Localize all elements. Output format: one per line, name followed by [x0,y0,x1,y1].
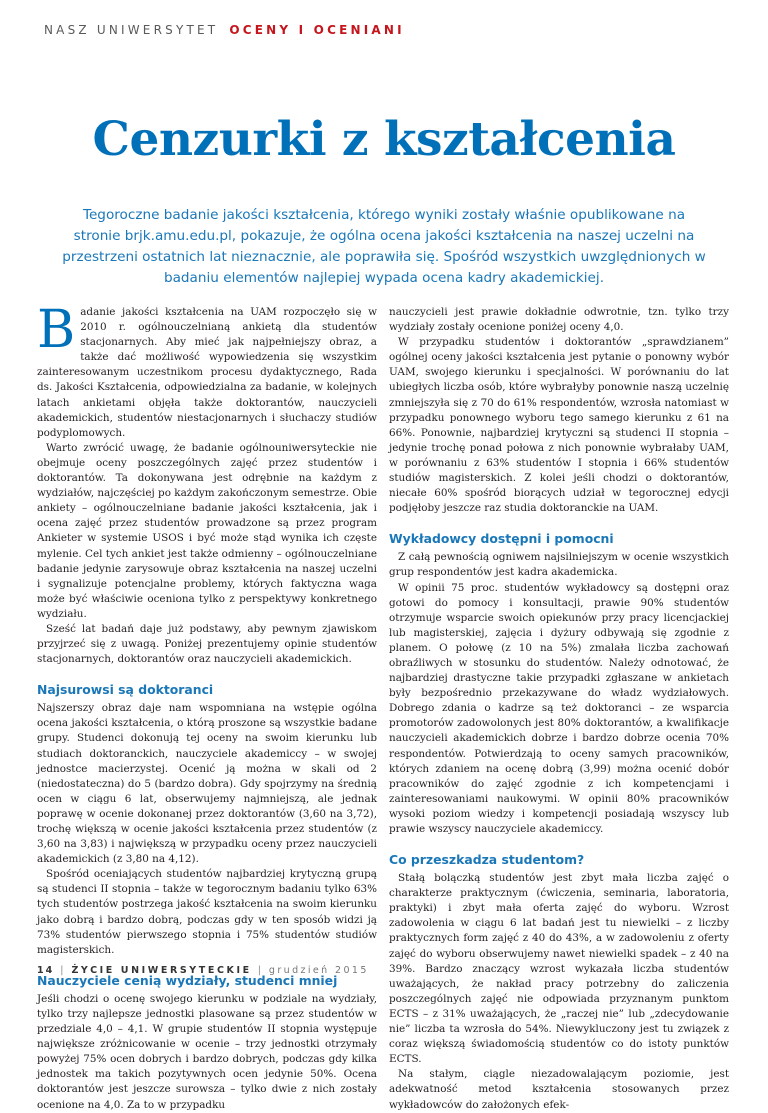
subsection-name: OCENY I OCENIANI [229,23,405,37]
article-title: Cenzurki z kształcenia [92,112,676,167]
magazine-name: ŻYCIE UNIWERSYTECKIE [71,965,252,976]
paragraph: Na stałym, ciągle niezadowalającym poziomie, jest adekwatność metod kształcenia stosowanych przez wykładowców do założonych efek- [389,1068,729,1111]
article-lead: Tegoroczne badanie jakości kształcenia, którego wyniki zostały właśnie opublikowane na stronie brjk.amu.edu.pl, pokazuje, że ogólna ocena jakości kształcenia na naszej uczelni na przestrzeni ostatnich lat nieznacznie, ale poprawiła się. Spośród wszystkich uwzględnionych w badaniu elementów najlepiej wypada ocena kadry akademickiej. [62,207,706,286]
section-heading: Co przeszkadza studentom? [389,852,585,868]
section-header [44,23,405,37]
page-footer [37,965,369,976]
paragraph: Sześć lat badań daje już podstawy, aby pewnym zjawiskom przyjrzeć się z uwagą. Poniżej prezentujemy opinie studentów stacjonarnych, doktorantów oraz nauczycieli akademickich. [37,622,377,666]
section-heading: Wykładowcy dostępni i pomocni [389,531,614,547]
section-heading: Najsurowsi są doktoranci [37,682,214,698]
page-number: 14 [37,965,55,976]
divider: | [257,965,263,976]
paragraph: Stałą bolączką studentów jest zbyt mała liczba zajęć o charakterze praktycznym (ćwiczenia, seminaria, laboratoria, praktyki) i zbyt mała oferta zajęć do wyboru. Wzrost zadowolenia w ciągu 6 lat badań jest tu niewielki – z liczby praktycznych form zajęć z 40 do 43%, a w zadowoleniu z oferty zajęć do wyboru obserwujemy nawet niewielki spadek – z 40 na 39%. Bardzo znaczący wzrost wykazała liczba studentów uważających, że nakład pracy potrzebny do zaliczenia poszczególnych zajęć nie odpowiada przyznanym punktom ECTS – z 31% uważających, że „raczej nie” lub „zdecydowanie nie” liczba ta wzrosła do 54%. Niewykluczony jest tu związek z coraz większą świadomością studentów co do istoty punktów ECTS. [389,872,729,1066]
paragraph: Jeśli chodzi o ocenę swojego kierunku w podziale na wydziały, tylko trzy najlepsze jednostki plasowane są przez studentów w przedziale 4,0 – 4,1. W grupie studentów II stopnia występuje największe zróżnicowanie w ocenie – trzy jednostki otrzymały powyżej 75% ocen dobrych i bardzo dobrych, podczas gdy kilka jednostek ma takich pozytywnych ocen jedynie 50%. Ocena doktorantów jest jeszcze surowsza – tylko dwie z nich zostały ocenione na 4,0. Za to w przypadku [37,992,377,1111]
paragraph: Warto zwrócić uwagę, że badanie ogólnouniwersyteckie nie obejmuje oceny poszczególnych zajęć przez studentów i doktorantów. Ta dokonywana jest odrębnie na każdym z wydziałów, najczęściej po każdym zakończonym semestrze. Obie ankiety – ogólnouczelniane badanie jakości kształcenia, jak i ocena zajęć przez studentów prowadzone są przez program Ankieter w systemie USOS i być może stąd wynika ich częste mylenie. Cel tych ankiet jest także odmienny – ogólnouczelniane badanie jedynie zarysowuje obraz kształcenia na naszej uczelni i sygnalizuje potencjalne problemy, których faktyczna waga może być właściwie oceniona tylko z perspektywy konkretnego wydziału. [37,441,377,620]
drop-cap: B [37,300,76,360]
section-name: NASZ UNIWERSYTET [44,23,219,37]
divider: | [60,965,66,976]
left-column [37,300,377,1113]
paragraph: W opinii 75 proc. studentów wykładowcy są dostępni oraz gotowi do pomocy i konsultacji, prawie 90% studentów otrzymuje wsparcie swoich opiekunów przy pracy licencjackiej lub magisterskiej, zajęcia i dyżury odbywają się zgodnie z planem. O połowę (z 10 na 5%) zmalała liczba zachowań obraźliwych w stosunku do studentów. Należy odnotować, że najbardziej drastyczne takie przypadki zgłaszane w ankietach były bezpośrednio przekazywane do władz wydziałowych. Dobrego zdania o kadrze są też doktoranci – ze wsparcia promotorów zadowolonych jest 80% doktorantów, a kwalifikacje nauczycieli akademickich dobrze i bardzo dobrze ocenia 70% respondentów. Potwierdzają to oceny samych pracowników, których zdaniem na ocenę dobrą (3,99) można ocenić dobór pracowników do zajęć zgodnie z ich kompetencjami i zainteresowaniami naukowymi. W opinii 80% pracowników wysoki poziom wiedzy i kompetencji posiadają wszyscy lub prawie wszyscy nauczyciele akademiccy. [389,581,729,835]
paragraph: nauczycieli jest prawie dokładnie odwrotnie, tzn. tylko trzy wydziały zostały ocenione poniżej oceny 4,0. [389,306,729,334]
paragraph: Z całą pewnością ogniwem najsilniejszym w ocenie wszystkich grup respondentów jest kadra akademicka. [389,551,729,579]
paragraph: Najszerszy obraz daje nam wspomniana na wstępie ogólna ocena jakości kształcenia, o którą proszone są wszystkie badane grupy. Studenci dokonują tej oceny na swoim kierunku lub studiach doktoranckich, nauczyciele akademiccy – w swojej jednostce macierzystej. Ocenić ją można w skali od 2 (niedostateczna) do 5 (bardzo dobra). Gdy spojrzymy na średnią ocen w ciągu 6 lat, obserwujemy najmniejszą, ale jednak poprawę w ocenie dokonanej przez doktorantów (3,60 na 3,72), trochę większą w ocenie jakości kształcenia przez studentów (z 3,60 na 3,83) i największą w przypadku oceny przez nauczycieli akademickich (z 3,80 na 4,12). [37,702,377,866]
section-heading: Nauczyciele cenią wydziały, studenci mniej [37,972,338,988]
paragraph: Spośród oceniających studentów najbardziej krytyczną grupą są studenci II stopnia – także w tegorocznym badaniu tylko 63% tych studentów postrzega jakość kształcenia na swoim kierunku jako dobrą i bardzo dobrą, podczas gdy w ten sposób widzi ją 73% studentów pierwszego stopnia i 75% studentów studiów magisterskich. [37,868,377,956]
issue-date: grudzień 2015 [268,965,369,976]
right-column [389,305,729,1113]
paragraph: Badanie jakości kształcenia na UAM rozpoczęło się w 2010 r. ogólnouczelnianą ankietą dla studentów stacjonarnych. Aby mieć jak najpełniejszy obraz, a także dać możliwość wypowiedzenia się wszystkim zainteresowanym uczestnikom procesu dydaktycznego, Rada ds. Jakości Kształcenia, odpowiedzialna za badanie, w kolejnych latach ankietami objęła także doktorantów, nauczycieli akademickich, studentów niestacjonarnych i słuchaczy studiów podyplomowych. [37,300,377,439]
paragraph: W przypadku studentów i doktorantów „sprawdzianem” ogólnej oceny jakości kształcenia jest pytanie o ponowny wybór UAM, swojego kierunku i specjalności. W porównaniu do lat ubiegłych liczba osób, które wybrałyby ponownie naszą uczelnię zmniejszyła się z 70 do 61% respondentów, wzrosła natomiast w przypadku ponownego wyboru tego samego kierunku z 61 na 66%. Ponownie, najbardziej krytyczni są studenci II stopnia – jedynie trochę ponad połowa z nich ponownie wybrałaby UAM, w porównaniu z 63% studentów I stopnia i 66% studentów studiów magisterskich. Z kolei jeśli chodzi o doktorantów, niecałe 60% spośród biorących udział w tegorocznej edycji podjęłoby jeszcze raz studia doktoranckie na UAM. [389,336,729,515]
